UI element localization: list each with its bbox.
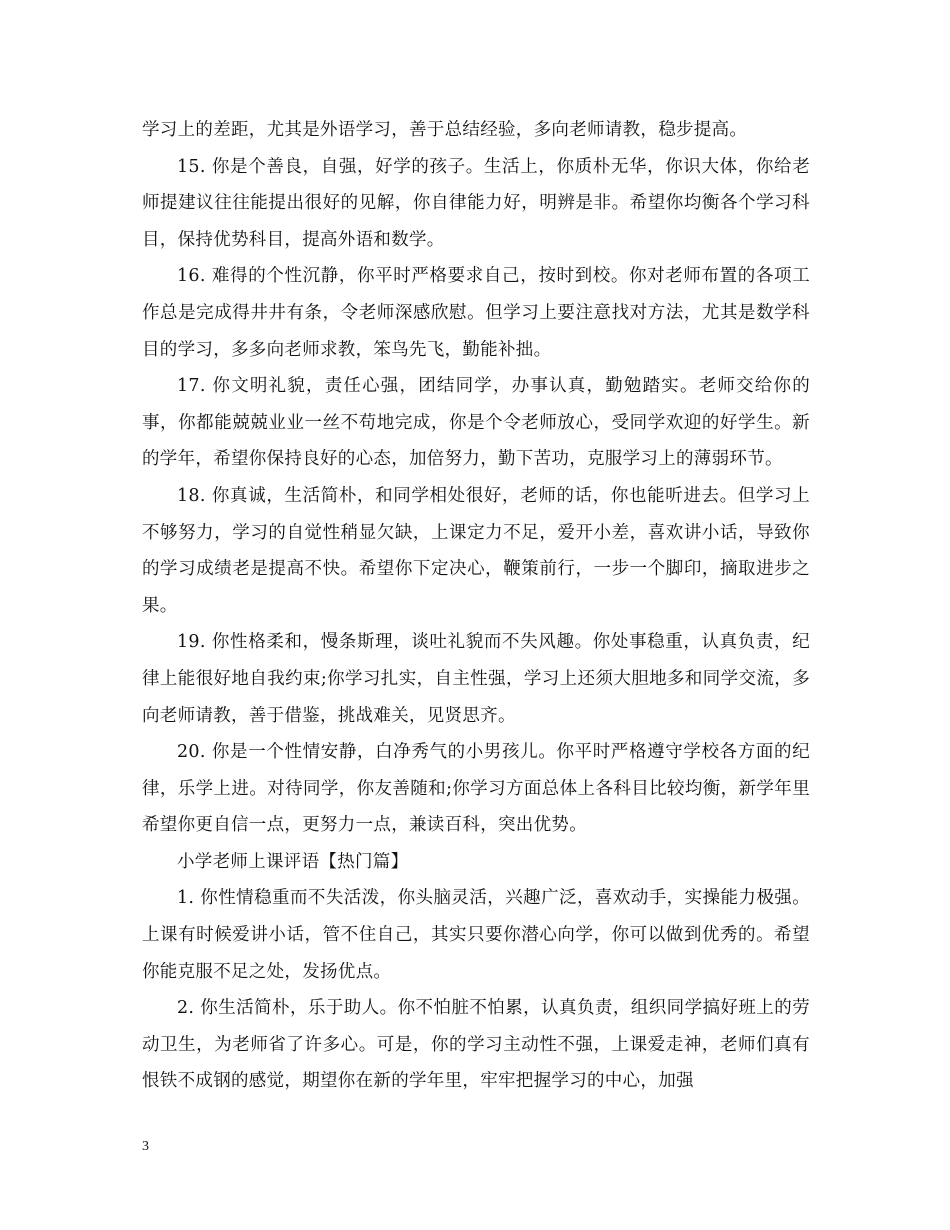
paragraph-item-15: 15. 你是个善良，自强，好学的孩子。生活上，你质朴无华，你识大体，你给老师提建议往往能提出很好的见解，你自律能力好，明辨是非。希望你均衡各个学习科目，保持优势科目，提高外语和数学。 [142,156,810,250]
paragraph-continued: 学习上的差距，尤其是外语学习，善于总结经验，多向老师请教，稳步提高。 [142,120,748,140]
paragraph-item-20: 20. 你是一个性情安静，白净秀气的小男孩儿。你平时严格遵守学校各方面的纪律，乐学上进。对待同学，你友善随和;你学习方面总体上各科目比较均衡，新学年里希望你更自信一点，更努力一点，兼读百科，突出优势。 [142,742,810,836]
paragraph-item-16: 16. 难得的个性沉静，你平时严格要求自己，按时到校。你对老师布置的各项工作总是完成得井井有条，令老师深感欣慰。但学习上要注意找对方法，尤其是数学科目的学习，多多向老师求教，笨鸟先飞，勤能补拙。 [142,266,810,360]
document-body [142,112,810,1100]
paragraph-item-2: 2. 你生活简朴，乐于助人。你不怕脏不怕累，认真负责，组织同学搞好班上的劳动卫生，为老师省了许多心。可是，你的学习主动性不强，上课爱走神，老师们真有恨铁不成钢的感觉，期望你在新的学年里，牢牢把握学习的中心，加强 [142,998,810,1092]
page-number: 3 [142,1139,149,1154]
paragraph-item-18: 18. 你真诚，生活简朴，和同学相处很好，老师的话，你也能听进去。但学习上不够努力，学习的自觉性稍显欠缺，上课定力不足，爱开小差，喜欢讲小话，导致你的学习成绩老是提高不快。希望你下定决心，鞭策前行，一步一个脚印，摘取进步之果。 [142,485,810,616]
paragraph-item-1: 1. 你性情稳重而不失活泼，你头脑灵活，兴趣广泛，喜欢动手，实操能力极强。上课有时候爱讲小话，管不住自己，其实只要你潜心向学，你可以做到优秀的。希望你能克服不足之处，发扬优点。 [142,888,810,982]
paragraph-item-19: 19. 你性格柔和，慢条斯理，谈吐礼貌而不失风趣。你处事稳重，认真负责，纪律上能很好地自我约束;你学习扎实，自主性强，学习上还须大胆地多和同学交流，多向老师请教，善于借鉴，挑战难关，见贤思齐。 [142,632,810,726]
paragraph-item-17: 17. 你文明礼貌，责任心强，团结同学，办事认真，勤勉踏实。老师交给你的事，你都能兢兢业业一丝不苟地完成，你是个令老师放心，受同学欢迎的好学生。新的学年，希望你保持良好的心态，加倍努力，勤下苦功，克服学习上的薄弱环节。 [142,376,810,470]
section-heading: 小学老师上课评语【热门篇】 [177,851,409,872]
